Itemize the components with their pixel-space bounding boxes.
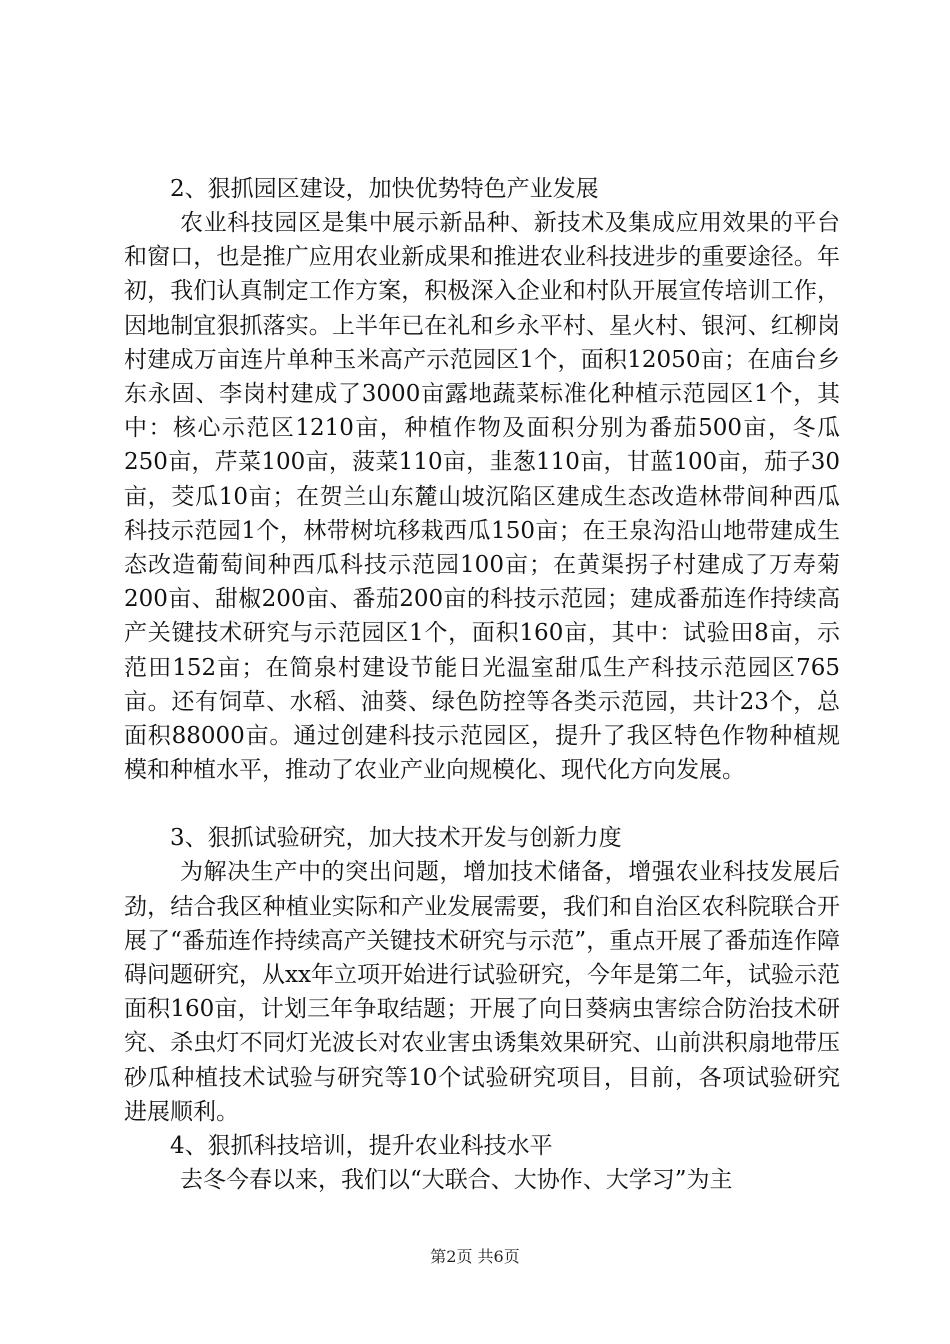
section-paragraph-4: 去冬今春以来，我们以“大联合、大协作、大学习”为主	[180, 1167, 733, 1194]
section-heading-4: 4、狠抓科技培训，提升农业科技水平	[170, 1133, 553, 1160]
section-heading-2: 2、狠抓园区建设，加快优势特色产业发展	[170, 176, 599, 202]
section-paragraph-2: 农业科技园区是集中展示新品种、新技术及集成应用效果的平台和窗口，也是推广应用农业新成果和推进农业科技进步的重要途径。年初，我们认真制定工作方案，积极深入企业和村队开展宣传培训工作，因地制宜狠抓落实。上半年已在礼和乡永平村、星火村、银河、红柳岗村建成万亩连片单种玉米高产示范园区1个，面积12050亩；在庙台乡东永固、李岗村建成了3000亩露地蔬菜标准化种植示范园区1个，其中：核心示范区1210亩，种植作物及面积分别为番茄500亩，冬瓜250亩，芹菜100亩，菠菜110亩，韭葱110亩，甘蓝100亩，茄子30亩，茭瓜10亩；在贺兰山东麓山坡沉陷区建成生态改造林带间种西瓜科技示范园1个，林带树坑移栽西瓜150亩；在王泉沟沿山地带建成生态改造葡萄间种西瓜科技示范园100亩；在黄渠拐子村建成了万寿菊200亩、甜椒200亩、番茄200亩的科技示范园；建成番茄连作持续高产关键技术研究与示范园区1个，面积160亩，其中：试验田8亩，示范田152亩；在简泉村建设节能日光温室甜瓜生产科技示范园区765亩。还有饲草、水稻、油葵、绿色防控等各类示范园，共计23个，总面积88000亩。通过创建科技示范园区，提升了我区特色作物种植规模和种植水平，推动了农业产业向规模化、现代化方向发展。	[124, 210, 840, 784]
section-spacer	[124, 787, 840, 821]
section-paragraph-3: 为解决生产中的突出问题，增加技术储备，增强农业科技发展后劲，结合我区种植业实际和产业发展需要，我们和自治区农科院联合开展了“番茄连作持续高产关键技术研究与示范”，重点开展了番茄连作障碍问题研究，从xx年立项开始进行试验研究，今年是第二年，试验示范面积160亩，计划三年争取结题；开展了向日葵病虫害综合防治技术研究、杀虫灯不同灯光波长对农业害虫诱集效果研究、山前洪积扇地带压砂瓜种植技术试验与研究等10个试验研究项目，目前，各项试验研究进展顺利。	[124, 859, 840, 1125]
page-footer: 第2页 共6页	[430, 1247, 520, 1266]
section-heading-3: 3、狠抓试验研究，加大技术开发与创新力度	[170, 825, 622, 852]
document-body	[124, 172, 840, 1197]
